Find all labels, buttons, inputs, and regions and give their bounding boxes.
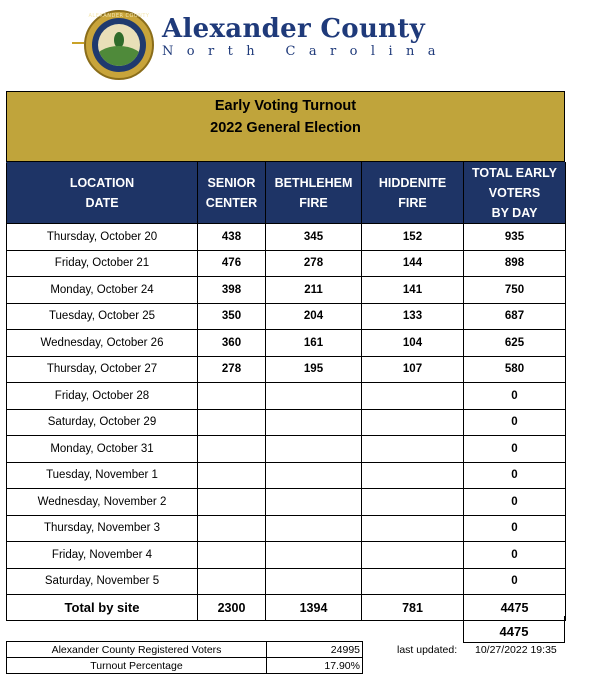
report-title-band [6, 91, 565, 162]
table-row [7, 250, 566, 277]
last-updated-label: last updated: [397, 644, 458, 656]
cell-total: 0 [464, 542, 566, 569]
table-row [7, 224, 566, 251]
cell-hiddenite: 107 [362, 356, 464, 383]
cell-hiddenite: 152 [362, 224, 464, 251]
col-header-line: TOTAL EARLY [472, 166, 557, 180]
cell-bethlehem: 195 [266, 356, 362, 383]
seal-hill [98, 46, 140, 66]
col-header-bethlehem [266, 163, 362, 224]
cell-senior [198, 383, 266, 410]
col-header-total [464, 163, 566, 224]
cell-bethlehem [266, 489, 362, 516]
cell-senior: 476 [198, 250, 266, 277]
table-header-row [7, 163, 566, 224]
turnout-percentage-value: 17.90% [267, 658, 363, 674]
cell-date: Wednesday, November 2 [7, 489, 198, 516]
cell-date: Tuesday, November 1 [7, 462, 198, 489]
cell-total: 898 [464, 250, 566, 277]
cell-date: Friday, October 21 [7, 250, 198, 277]
cell-total: 580 [464, 356, 566, 383]
turnout-table [6, 162, 566, 621]
cell-total: 0 [464, 515, 566, 542]
header-accent-line [72, 42, 84, 44]
grand-total: 4475 [463, 616, 565, 643]
col-header-line: BY DAY [491, 206, 538, 220]
county-seal-icon [84, 10, 154, 80]
col-header-line: LOCATION [69, 176, 135, 190]
table-row [7, 462, 566, 489]
cell-senior: 278 [198, 356, 266, 383]
cell-total: 0 [464, 383, 566, 410]
seal-inner [98, 24, 140, 66]
cell-senior [198, 489, 266, 516]
cell-bethlehem [266, 515, 362, 542]
cell-date: Friday, October 28 [7, 383, 198, 410]
cell-date: Monday, October 31 [7, 436, 198, 463]
col-header-senior [198, 163, 266, 224]
cell-hiddenite: 133 [362, 303, 464, 330]
cell-senior [198, 515, 266, 542]
table-row [7, 409, 566, 436]
cell-bethlehem: 345 [266, 224, 362, 251]
cell-bethlehem: 161 [266, 330, 362, 357]
cell-total: 0 [464, 568, 566, 595]
totals-label: Total by site [7, 595, 198, 621]
cell-senior: 350 [198, 303, 266, 330]
total-all: 4475 [464, 595, 566, 621]
table-row [7, 303, 566, 330]
col-header-line: DATE [85, 196, 119, 210]
cell-senior: 398 [198, 277, 266, 304]
stats-row [7, 642, 363, 658]
cell-date: Tuesday, October 25 [7, 303, 198, 330]
cell-total: 750 [464, 277, 566, 304]
cell-senior [198, 542, 266, 569]
cell-hiddenite: 144 [362, 250, 464, 277]
total-bethlehem: 1394 [266, 595, 362, 621]
cell-total: 0 [464, 436, 566, 463]
registered-voters-value: 24995 [267, 642, 363, 658]
col-header-line: SENIOR [207, 176, 256, 190]
cell-hiddenite [362, 489, 464, 516]
cell-total: 687 [464, 303, 566, 330]
cell-hiddenite [362, 462, 464, 489]
cell-bethlehem [266, 568, 362, 595]
report-title: Early Voting Turnout [214, 98, 357, 114]
registered-voters-label: Alexander County Registered Voters [7, 642, 267, 658]
table-row [7, 542, 566, 569]
cell-bethlehem [266, 409, 362, 436]
col-header-line: FIRE [299, 196, 328, 210]
table-row [7, 489, 566, 516]
total-senior: 2300 [198, 595, 266, 621]
cell-hiddenite [362, 409, 464, 436]
cell-bethlehem [266, 436, 362, 463]
cell-hiddenite: 104 [362, 330, 464, 357]
cell-date: Saturday, November 5 [7, 568, 198, 595]
col-header-line: BETHLEHEM [274, 176, 353, 190]
cell-bethlehem [266, 542, 362, 569]
cell-date: Friday, November 4 [7, 542, 198, 569]
cell-senior [198, 436, 266, 463]
table-row [7, 383, 566, 410]
cell-hiddenite: 141 [362, 277, 464, 304]
cell-date: Thursday, October 20 [7, 224, 198, 251]
table-row [7, 568, 566, 595]
table-row [7, 436, 566, 463]
cell-hiddenite [362, 383, 464, 410]
col-header-line: HIDDENITE [378, 176, 447, 190]
cell-senior [198, 568, 266, 595]
col-header-location [7, 163, 198, 224]
cell-senior: 438 [198, 224, 266, 251]
col-header-hiddenite [362, 163, 464, 224]
table-row [7, 515, 566, 542]
cell-senior: 360 [198, 330, 266, 357]
cell-hiddenite [362, 542, 464, 569]
cell-date: Wednesday, October 26 [7, 330, 198, 357]
turnout-percentage-label: Turnout Percentage [7, 658, 267, 674]
cell-total: 935 [464, 224, 566, 251]
col-header-line: CENTER [205, 196, 258, 210]
page-header [0, 0, 606, 86]
last-updated-value: 10/27/2022 19:35 [475, 644, 557, 656]
report-subtitle: 2022 General Election [210, 120, 361, 136]
state-name: North Carolina [162, 44, 449, 59]
cell-senior [198, 462, 266, 489]
seal-text: ALEXANDER COUNTY [88, 13, 150, 19]
cell-date: Thursday, October 27 [7, 356, 198, 383]
cell-date: Saturday, October 29 [7, 409, 198, 436]
cell-total: 0 [464, 409, 566, 436]
cell-bethlehem [266, 462, 362, 489]
cell-bethlehem [266, 383, 362, 410]
col-header-line: FIRE [398, 196, 427, 210]
table-row [7, 356, 566, 383]
table-row [7, 330, 566, 357]
seal-ring [92, 18, 146, 72]
table-body [7, 224, 566, 621]
cell-bethlehem: 211 [266, 277, 362, 304]
cell-date: Thursday, November 3 [7, 515, 198, 542]
cell-bethlehem: 204 [266, 303, 362, 330]
cell-total: 625 [464, 330, 566, 357]
cell-bethlehem: 278 [266, 250, 362, 277]
stats-table [6, 641, 363, 674]
total-hiddenite: 781 [362, 595, 464, 621]
cell-senior [198, 409, 266, 436]
stats-row [7, 658, 363, 674]
cell-total: 0 [464, 462, 566, 489]
cell-date: Monday, October 24 [7, 277, 198, 304]
col-header-line: VOTERS [488, 186, 541, 200]
cell-hiddenite [362, 568, 464, 595]
cell-total: 0 [464, 489, 566, 516]
county-name: Alexander County [162, 14, 426, 44]
cell-hiddenite [362, 515, 464, 542]
table-row [7, 277, 566, 304]
cell-hiddenite [362, 436, 464, 463]
